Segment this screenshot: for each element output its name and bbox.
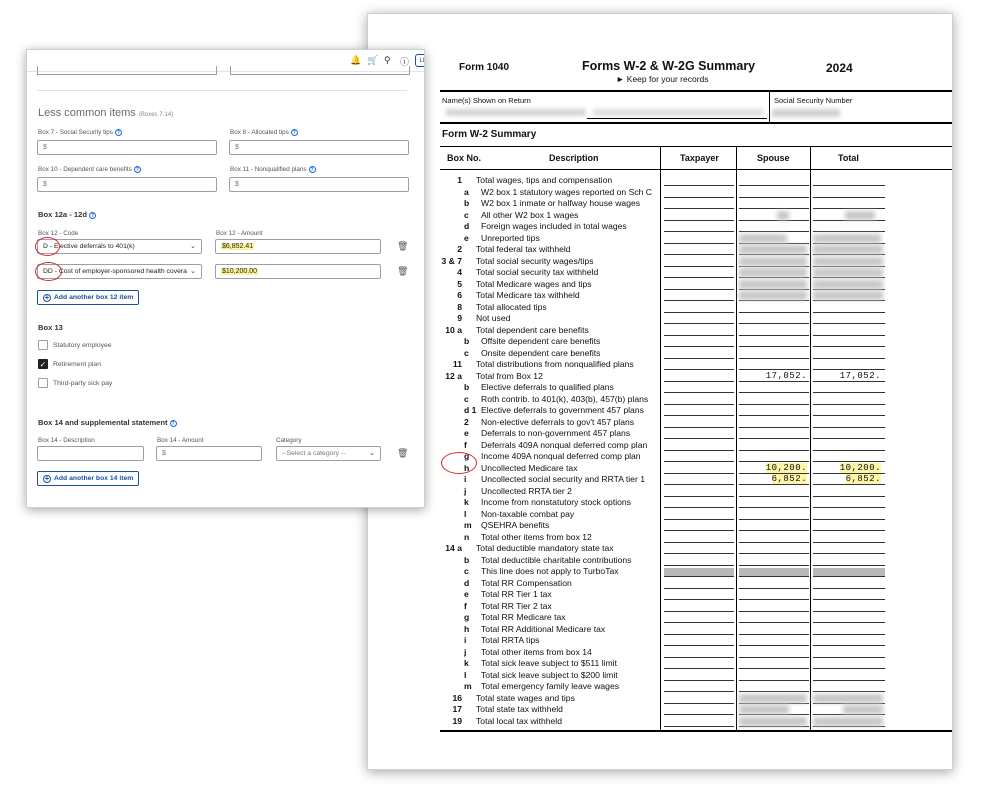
- table-row: [440, 290, 953, 302]
- redacted-value: [813, 268, 883, 277]
- row-description: Total allocated tips: [476, 301, 547, 312]
- box-number: 10 a: [445, 324, 462, 335]
- table-row: [440, 624, 953, 636]
- table-row: [440, 371, 953, 383]
- total-value-text: 17,052.: [839, 370, 881, 381]
- box-number: 9: [457, 313, 462, 323]
- less-common-title: Less common items: [38, 107, 136, 119]
- name-label: Name(s) Shown on Return: [442, 96, 531, 105]
- redacted-value: [739, 705, 789, 714]
- table-row: [440, 532, 953, 544]
- redacted-value: [813, 245, 883, 254]
- table-row: [440, 187, 953, 199]
- divider: [440, 122, 953, 124]
- box-sub-letter: e: [464, 428, 469, 438]
- table-row: [440, 359, 953, 371]
- box-sub-letter: b: [464, 382, 470, 392]
- annotation-circle-code-dd: [35, 262, 62, 281]
- spouse-value: [739, 474, 807, 484]
- add-box14-label: Add another box 14 item: [54, 475, 134, 482]
- info-icon[interactable]: ?: [292, 130, 296, 136]
- cart-icon[interactable]: 🛒: [367, 55, 379, 65]
- info-icon[interactable]: ?: [90, 212, 94, 219]
- col-header-total: Total: [838, 153, 859, 163]
- table-row: [440, 566, 953, 578]
- redacted-ssn: [772, 109, 840, 117]
- table-row: [440, 681, 953, 693]
- chevron-down-icon: ⌄: [190, 243, 196, 250]
- box-sub-letter: f: [464, 600, 467, 611]
- box12-code-select-1[interactable]: [37, 239, 202, 254]
- notification-icon[interactable]: 🔔: [350, 55, 362, 65]
- box-number: 12 a: [445, 370, 462, 381]
- account-icon[interactable]: LI: [415, 54, 425, 67]
- box-number: 19: [452, 715, 462, 726]
- total-value-text: 10,200.: [839, 462, 881, 473]
- table-row: [440, 555, 953, 567]
- row-description: Total emergency family leave wages: [481, 681, 620, 691]
- box12-code-value-1: D - Elective deferrals to 401(k): [43, 243, 135, 250]
- summary-rows: [440, 175, 953, 727]
- spouse-value: [739, 463, 807, 473]
- box11-label: [230, 166, 316, 173]
- box-number: 6: [457, 290, 462, 300]
- table-row: [440, 267, 953, 279]
- chevron-down-icon: ⌄: [369, 450, 375, 457]
- table-row: [440, 658, 953, 670]
- divider: [440, 146, 953, 147]
- row-description: Total local tax withheld: [476, 715, 562, 726]
- row-description: Total distributions from nonqualified plans: [476, 359, 634, 369]
- box-number: 14 a: [445, 543, 462, 553]
- box11-label-text: Box 11 - Nonqualified plans: [230, 166, 307, 174]
- search-icon[interactable]: ⚲: [384, 55, 391, 65]
- box-sub-letter: l: [464, 508, 467, 519]
- box-sub-letter: a: [464, 186, 469, 197]
- row-description: Total wages, tips and compensation: [476, 175, 613, 185]
- box12-amount-value-2: $10,200.00: [222, 268, 258, 275]
- box-sub-letter: c: [464, 209, 469, 220]
- table-row: [440, 589, 953, 601]
- table-row: [440, 279, 953, 291]
- box14-heading-text: Box 14 and supplemental statement: [38, 418, 168, 427]
- row-description: Uncollected social security and RRTA tier 1: [481, 474, 645, 484]
- retirement-plan-label: Retirement plan: [53, 361, 101, 368]
- divider: [440, 90, 953, 92]
- table-row: [440, 417, 953, 429]
- table-row: [440, 635, 953, 647]
- table-row: [440, 244, 953, 256]
- box-sub-letter: d: [464, 221, 470, 231]
- table-row: [440, 313, 953, 325]
- box-sub-letter: d: [464, 577, 470, 588]
- box-sub-letter: g: [464, 451, 470, 461]
- input-field-partial[interactable]: [230, 66, 410, 75]
- box10-input[interactable]: $: [37, 177, 217, 192]
- row-description: Foreign wages included in total wages: [481, 221, 627, 231]
- box11-input[interactable]: $: [229, 177, 409, 192]
- row-description: Total other items from box 14: [481, 646, 592, 657]
- row-description: Total from Box 12: [476, 370, 543, 381]
- info-icon[interactable]: ?: [116, 130, 120, 136]
- box12-amount-value-1: $6,852.41: [222, 243, 254, 250]
- table-row: [440, 325, 953, 337]
- row-description: Total RR Tier 1 tax: [481, 589, 552, 599]
- box-number: 11: [452, 359, 462, 369]
- row-description: Total Medicare wages and tips: [476, 278, 592, 289]
- row-description: Total RRTA tips: [481, 635, 540, 645]
- row-description: Deferrals to non-government 457 plans: [481, 428, 631, 438]
- table-row: [440, 382, 953, 394]
- plus-icon: +: [44, 474, 50, 483]
- row-description: Roth contrib. to 401(k), 403(b), 457(b) plans: [481, 393, 649, 404]
- redacted-value: [739, 291, 807, 300]
- row-description: W2 box 1 statutory wages reported on Sch C: [481, 186, 653, 197]
- col-header-taxpayer: Taxpayer: [680, 153, 719, 163]
- row-description: Total RR Additional Medicare tax: [481, 623, 606, 634]
- box14-amount-input[interactable]: $: [156, 446, 262, 461]
- help-icon[interactable]: ⓘ: [400, 57, 410, 67]
- divider: [769, 90, 770, 122]
- box-sub-letter: c: [464, 566, 469, 576]
- row-description: Onsite dependent care benefits: [481, 347, 601, 358]
- third-party-sick-pay-checkbox[interactable]: [38, 378, 48, 388]
- box-sub-letter: c: [464, 347, 469, 358]
- box12-amount-input-1[interactable]: [215, 239, 381, 254]
- box12-amount-label: Box 12 - Amount: [216, 230, 263, 237]
- table-row: [440, 428, 953, 440]
- box-sub-letter: b: [464, 336, 470, 346]
- box14-category-label: Category: [276, 437, 302, 444]
- row-description: Total social security wages/tips: [476, 255, 594, 266]
- table-row: [440, 578, 953, 590]
- tax-year: 2024: [826, 61, 853, 75]
- w2-entry-panel: [26, 49, 425, 508]
- box-sub-letter: n: [464, 531, 470, 542]
- redacted-value: [739, 280, 807, 289]
- box-sub-letter: h: [464, 462, 470, 473]
- redacted-value: [813, 257, 883, 266]
- spouse-value: [739, 371, 807, 381]
- shaded-cell: [739, 568, 809, 576]
- table-row: [440, 497, 953, 509]
- value-cell-line: [813, 726, 885, 727]
- row-description: Offsite dependent care benefits: [481, 336, 601, 346]
- redacted-value: [777, 211, 789, 220]
- redacted-value: [813, 291, 883, 300]
- info-icon[interactable]: ?: [135, 167, 139, 173]
- row-description: W2 box 1 inmate or halfway house wages: [481, 198, 641, 208]
- shaded-cell: [813, 568, 885, 576]
- box-sub-letter: g: [464, 612, 470, 622]
- box-number: 2: [457, 244, 462, 254]
- row-description: Total deductible mandatory state tax: [476, 543, 614, 553]
- add-box14-button[interactable]: [37, 471, 139, 486]
- row-description: Unreported tips: [481, 232, 540, 243]
- table-row: [440, 647, 953, 659]
- chevron-down-icon: ⌄: [190, 268, 196, 275]
- statutory-employee-label: Statutory employee: [53, 342, 112, 349]
- add-box12-label: Add another box 12 item: [54, 294, 134, 301]
- third-party-sick-pay-label: Third-party sick pay: [53, 380, 113, 387]
- box-sub-letter: d 1: [464, 405, 477, 415]
- row-description: Non-taxable combat pay: [481, 508, 575, 519]
- trash-icon[interactable]: 🗑: [397, 448, 409, 458]
- box14-category-select[interactable]: [276, 446, 381, 461]
- table-row: [440, 302, 953, 314]
- ssn-label: Social Security Number: [774, 96, 853, 105]
- box-number: 8: [457, 301, 462, 312]
- total-value-text: 6,852.: [845, 474, 881, 484]
- redacted-value: [813, 280, 883, 289]
- less-common-heading: [38, 107, 173, 119]
- box-sub-letter: e: [464, 232, 469, 243]
- table-row: [440, 221, 953, 233]
- trash-icon[interactable]: 🗑: [397, 266, 409, 276]
- row-description: Income from nonstatutory stock options: [481, 497, 631, 507]
- box-sub-letter: f: [464, 439, 467, 450]
- table-row: [440, 451, 953, 463]
- info-icon[interactable]: ?: [310, 167, 314, 173]
- box10-label-text: Box 10 - Dependent care benefits: [38, 166, 132, 174]
- table-row: [440, 175, 953, 187]
- table-row: [440, 336, 953, 348]
- box-number: 3 & 7: [441, 255, 462, 266]
- divider: [440, 169, 953, 170]
- table-row: [440, 394, 953, 406]
- box7-input[interactable]: $: [37, 140, 217, 155]
- w2-summary-document: [367, 13, 953, 770]
- total-value: [813, 463, 881, 473]
- document-subtitle: ► Keep for your records: [616, 74, 709, 84]
- statutory-employee-checkbox[interactable]: [38, 340, 48, 350]
- value-cell-line: [664, 726, 734, 727]
- box-number: 5: [457, 278, 462, 289]
- input-field-partial[interactable]: [37, 66, 217, 75]
- table-row: [440, 670, 953, 682]
- box-sub-letter: h: [464, 623, 470, 634]
- table-row: [440, 520, 953, 532]
- box14-description-label: Box 14 - Description: [38, 437, 95, 444]
- info-icon[interactable]: ?: [171, 420, 175, 427]
- box12-code-label: Box 12 - Code: [38, 230, 79, 237]
- box-sub-letter: m: [464, 520, 472, 530]
- box-number: 4: [457, 267, 462, 277]
- redacted-value: [739, 257, 807, 266]
- table-row: [440, 509, 953, 521]
- row-description: Total Medicare tax withheld: [476, 290, 580, 300]
- section-title: Form W-2 Summary: [442, 129, 537, 140]
- redacted-value: [739, 717, 807, 726]
- row-description: Income 409A nonqual deferred comp plan: [481, 451, 641, 461]
- box14-category-value: --Select a category --: [282, 450, 346, 457]
- redacted-value: [739, 234, 787, 243]
- table-row: [440, 210, 953, 222]
- table-row: [440, 704, 953, 716]
- box8-label-text: Box 8 - Allocated tips: [230, 129, 289, 137]
- box-sub-letter: b: [464, 198, 470, 208]
- box-sub-letter: 2: [464, 416, 469, 427]
- box14-description-input[interactable]: [37, 446, 144, 461]
- less-common-boxes: (Boxes 7-14): [138, 112, 174, 118]
- col-header-description: Description: [549, 153, 599, 163]
- row-description: Total sick leave subject to $200 limit: [481, 669, 618, 680]
- retirement-plan-checkbox[interactable]: ✓: [39, 360, 47, 369]
- redacted-value: [739, 245, 807, 254]
- row-description: Elective deferrals to government 457 plans: [481, 405, 644, 415]
- table-row: [440, 601, 953, 613]
- box14-heading: [38, 418, 177, 427]
- box-sub-letter: e: [464, 589, 469, 599]
- table-row: [440, 463, 953, 475]
- col-header-spouse: Spouse: [757, 153, 790, 163]
- row-description: Elective deferrals to qualified plans: [481, 382, 614, 392]
- box12-heading: [38, 210, 96, 219]
- row-description: Not used: [476, 313, 511, 323]
- box-sub-letter: m: [464, 681, 472, 691]
- box8-label: [230, 129, 298, 136]
- redacted-value: [739, 268, 807, 277]
- redacted-value: [843, 705, 883, 714]
- spouse-value-text: 6,852.: [771, 474, 807, 484]
- row-description: Total sick leave subject to $511 limit: [481, 658, 617, 668]
- box7-label-text: Box 7 - Social Security tips: [38, 129, 113, 137]
- box12-amount-input-2[interactable]: [215, 264, 381, 279]
- row-description: Uncollected RRTA tier 2: [481, 485, 572, 496]
- row-description: Total other items from box 12: [481, 531, 592, 542]
- row-description: Non-elective deferrals to gov't 457 plans: [481, 416, 635, 427]
- row-description: Total state wages and tips: [476, 692, 575, 703]
- table-row: [440, 233, 953, 245]
- table-row: [440, 405, 953, 417]
- box12-code-value-2: DD - Cost of employer-sponsored health covera: [43, 268, 187, 275]
- box-sub-letter: i: [464, 474, 467, 484]
- divider: [37, 90, 407, 91]
- box8-input[interactable]: $: [229, 140, 409, 155]
- box-number: 16: [452, 692, 462, 703]
- spouse-value-text: 17,052.: [765, 370, 807, 381]
- value-cell-line: [739, 726, 809, 727]
- total-value: [813, 474, 881, 484]
- row-description: Total RR Tier 2 tax: [481, 600, 552, 611]
- box-number: 17: [452, 704, 462, 714]
- total-value: [813, 371, 881, 381]
- table-row: [440, 440, 953, 452]
- table-row: [440, 256, 953, 268]
- table-row: [440, 716, 953, 728]
- table-row: [440, 693, 953, 705]
- row-description: Total federal tax withheld: [476, 244, 571, 254]
- box-sub-letter: j: [464, 646, 467, 657]
- box7-label: [38, 129, 122, 136]
- box-sub-letter: i: [464, 635, 467, 645]
- row-description: Total social security tax withheld: [476, 267, 599, 277]
- col-header-box-no: Box No.: [447, 153, 482, 163]
- row-description: Total state tax withheld: [476, 704, 563, 714]
- trash-icon[interactable]: 🗑: [397, 241, 409, 251]
- box-sub-letter: k: [464, 497, 469, 507]
- box-number: 1: [457, 175, 462, 185]
- box10-label: [38, 166, 141, 173]
- row-description: This line does not apply to TurboTax: [481, 566, 619, 576]
- redacted-value: [739, 694, 807, 703]
- table-row: [440, 486, 953, 498]
- table-row: [440, 198, 953, 210]
- redacted-value: [845, 211, 875, 220]
- redacted-value: [813, 717, 883, 726]
- row-description: All other W2 box 1 wages: [481, 209, 579, 220]
- box-sub-letter: b: [464, 554, 470, 565]
- box13-heading: Box 13: [38, 323, 63, 332]
- row-description: Deferrals 409A nonqual deferred comp plan: [481, 439, 648, 450]
- row-description: Total dependent care benefits: [476, 324, 589, 335]
- form-number: Form 1040: [459, 62, 510, 73]
- row-description: Total RR Medicare tax: [481, 612, 566, 622]
- spouse-value-text: 10,200.: [765, 462, 807, 473]
- add-box12-button[interactable]: [37, 290, 139, 305]
- table-row: [440, 612, 953, 624]
- row-description: Total deductible charitable contributions: [481, 554, 632, 565]
- shaded-cell: [664, 568, 734, 576]
- divider: [587, 118, 767, 119]
- annotation-circle-g-h: [441, 452, 477, 474]
- box-sub-letter: l: [464, 669, 467, 680]
- plus-icon: +: [44, 293, 50, 302]
- divider: [440, 730, 953, 732]
- table-row: [440, 348, 953, 360]
- box-sub-letter: k: [464, 658, 469, 668]
- redacted-name: [446, 109, 586, 116]
- document-title: Forms W-2 & W-2G Summary: [582, 59, 756, 73]
- redacted-value: [813, 234, 881, 243]
- box-sub-letter: c: [464, 393, 469, 404]
- redacted-value: [813, 694, 883, 703]
- table-row: [440, 543, 953, 555]
- box14-amount-label: Box 14 - Amount: [157, 437, 204, 444]
- row-description: QSEHRA benefits: [481, 520, 550, 530]
- annotation-circle-code-d: [35, 237, 60, 256]
- row-description: Uncollected Medicare tax: [481, 462, 578, 473]
- row-description: Total RR Compensation: [481, 577, 572, 588]
- redacted-name: [593, 109, 763, 116]
- table-row: [440, 474, 953, 486]
- box-sub-letter: j: [464, 485, 467, 496]
- box12-heading-text: Box 12a - 12d: [38, 210, 87, 219]
